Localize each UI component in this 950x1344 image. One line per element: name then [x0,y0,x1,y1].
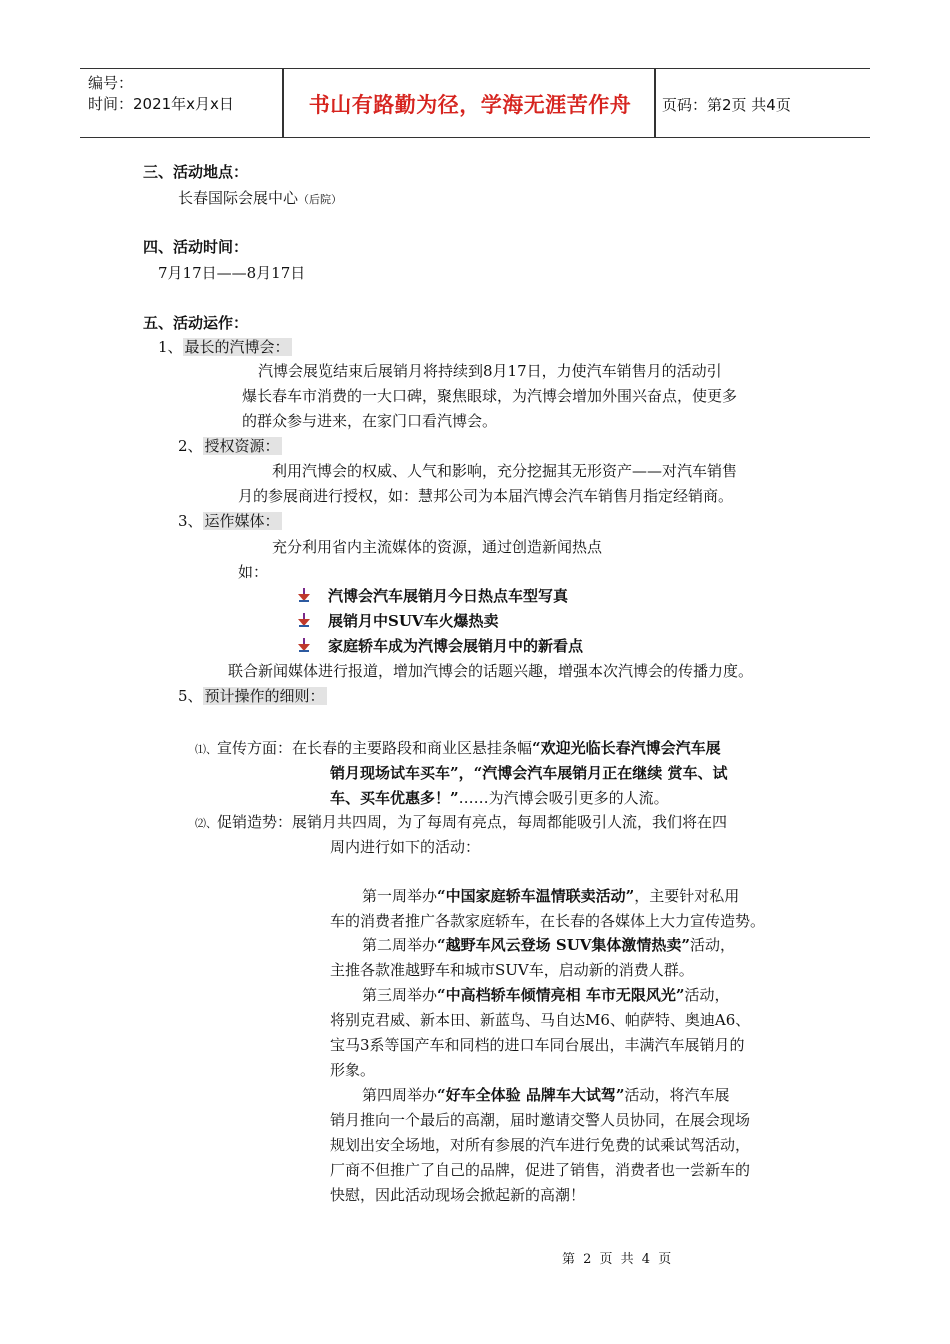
section5-heading: 五、活动运作： [143,314,249,332]
item5-title: 预计操作的细则： [204,687,325,705]
week4-more: 厂商不但推广了自己的品牌，促进了销售，消费者也一尝新车的 [330,1161,751,1179]
item1-line: 的群众参与进来，在家门口看汽博会。 [242,412,498,430]
sales-text: 展销月共四周，为了每周有亮点，每周都能吸引人流，我们将在四 [292,813,728,831]
week2-line [362,934,735,955]
item3-line: 充分利用省内主流媒体的资源，通过创造新闻热点 [272,538,603,556]
header-page-info: 页码：第2页 共4页 [662,96,791,114]
week4-rest: 活动，将汽车展 [624,1086,730,1104]
item1-title: 最长的汽博会： [184,338,290,356]
promo-slogan-end: 车、买车优惠多！” [330,789,459,807]
item3-title: 运作媒体： [204,512,280,530]
item2-number: 2、 [178,437,203,455]
section4-heading: 四、活动时间： [143,238,249,256]
week4-prefix: 第四周举办 [362,1086,438,1104]
media-bullet-item: 汽博会汽车展销月今日热点车型写真 [328,587,569,605]
sales-heading: 促销造势： [217,813,293,831]
page-footer: 第 2 页 共 4 页 [562,1252,674,1267]
sales-title [195,811,727,832]
week3-more: 宝马3系等国产车和同档的进口车同台展出，丰满汽车展销月的 [330,1036,745,1054]
promo-heading: 宣传方面： [217,739,293,757]
media-bullet-item: 展销月中SUV车火爆热卖 [328,612,499,630]
week3-line [362,984,730,1005]
week4-more: 规划出安全场地，对所有参展的汽车进行免费的试乘试驾活动， [330,1136,751,1154]
week4-line [362,1084,730,1105]
week1-prefix: 第一周举办 [362,887,438,905]
media-bullet-item: 家庭轿车成为汽博会展销月中的新看点 [328,637,584,655]
item5-number: 5、 [178,687,203,705]
serial-label: 编号： [88,74,134,92]
week1-event: “中国家庭轿车温情联卖活动” [437,887,635,905]
promo-slogan: “欢迎光临长春汽博会汽车展 [532,739,721,757]
sales-number: ⑵、 [195,817,217,830]
week2-event: “越野车风云登场 SUV集体激情热卖” [437,936,691,954]
item2-title: 授权资源： [204,437,280,455]
promo-title [195,737,721,758]
week3-more: 将别克君威、新本田、新蓝鸟、马自达M6、帕萨特、奥迪A6、 [330,1011,751,1029]
item5-label [178,685,327,706]
item2-line: 利用汽博会的权威、人气和影响，充分挖掘其无形资产——对汽车销售 [272,462,738,480]
item3-label [178,510,282,531]
week3-rest: 活动， [684,986,730,1004]
item2-label [178,435,282,456]
header-motto: 书山有路勤为径，学海无涯苦作舟 [308,93,632,117]
promo-line3 [330,787,669,808]
item3-line: 如： [238,563,269,581]
venue-note: （后院） [298,193,343,206]
promo-text: 在长春的主要路段和商业区悬挂条幅 [292,739,533,757]
week1-line [362,885,739,906]
page-header [80,68,870,138]
week3-event: “中高档轿车倾情亮相 车市无限风光” [437,986,685,1004]
week4-event: “好车全体验 品牌车大试驾” [437,1086,625,1104]
bullet-icon [298,588,310,602]
week1-more: 车的消费者推广各款家庭轿车，在长春的各媒体上大力宣传造势。 [330,912,766,930]
item3-number: 3、 [178,512,203,530]
week4-more: 快慰，因此活动现场会掀起新的高潮！ [330,1186,586,1204]
venue [178,187,342,208]
bullet-icon [298,613,310,627]
week3-more: 形象。 [330,1061,376,1079]
activity-dates: 7月17日——8月17日 [158,264,306,282]
item1-line: 汽博会展览结束后展销月将持续到8月17日，力使汽车销售月的活动引 [258,362,722,380]
item1-number: 1、 [158,338,183,356]
promo-number: ⑴、 [195,743,217,756]
item2-line: 月的参展商进行授权，如：慧邦公司为本届汽博会汽车销售月指定经销商。 [238,487,734,505]
header-meta [88,73,234,115]
bullet-icon [298,638,310,652]
section3-heading: 三、活动地点： [143,163,249,181]
promo-slogan-line: 销月现场试车买车”，“汽博会汽车展销月正在继续 赏车、试 [330,764,728,782]
week2-more: 主推各款准越野车和城市SUV车，启动新的消费人群。 [330,961,694,979]
week2-prefix: 第二周举办 [362,936,438,954]
venue-name: 长春国际会展中心 [178,189,299,207]
item1-label [158,336,292,357]
week3-prefix: 第三周举办 [362,986,438,1004]
sales-line: 周内进行如下的活动： [330,838,481,856]
week1-rest: ，主要针对私用 [634,887,740,905]
week4-more: 销月推向一个最后的高潮，届时邀请交警人员协同，在展会现场 [330,1111,751,1129]
item1-line: 爆长春车市消费的一大口碑，聚焦眼球，为汽博会增加外围兴奋点，使更多 [242,387,738,405]
time-label: 时间：2021年x月x日 [88,95,234,113]
item3-conclusion: 联合新闻媒体进行报道，增加汽博会的话题兴趣，增强本次汽博会的传播力度。 [228,662,754,680]
promo-text-end: ……为汽博会吸引更多的人流。 [458,789,669,807]
week2-rest: 活动， [690,936,736,954]
